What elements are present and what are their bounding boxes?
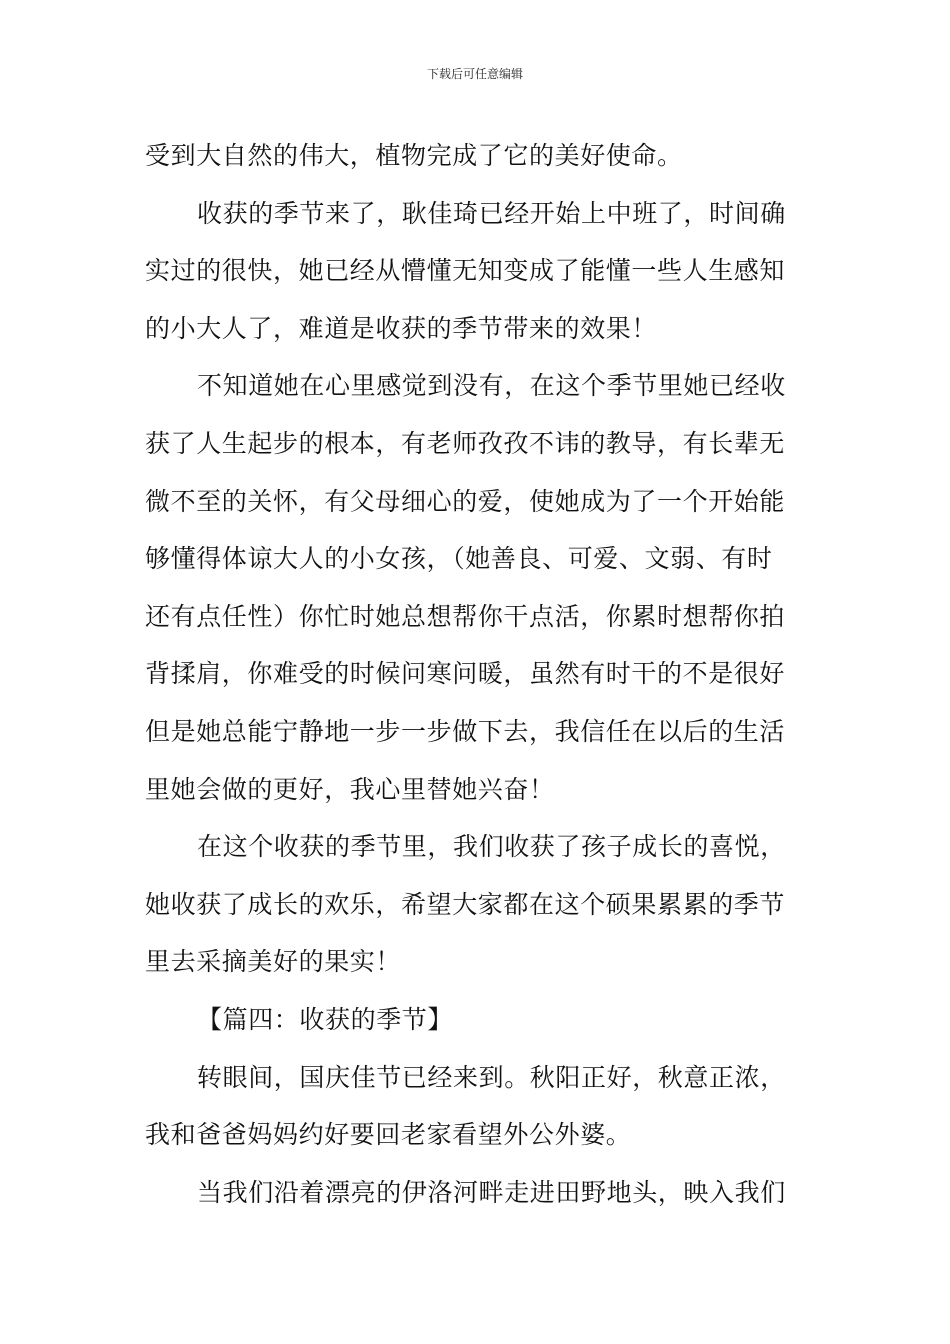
text-line: 获了人生起步的根本，有老师孜孜不讳的教导，有长辈无: [145, 428, 786, 458]
text-line: 我和爸爸妈妈约好要回老家看望外公外婆。: [145, 1120, 632, 1150]
paragraph-start-line: 在这个收获的季节里，我们收获了孩子成长的喜悦，: [197, 832, 786, 862]
text-line: 受到大自然的伟大，植物完成了它的美好使命。: [145, 141, 683, 170]
paragraph-start-line: 当我们沿着漂亮的伊洛河畔走进田野地头，映入我们: [197, 1177, 786, 1207]
paragraph-start-line: 收获的季节来了，耿佳琦已经开始上中班了，时间确: [197, 198, 786, 228]
text-line: 微不至的关怀，有父母细心的爱，使她成为了一个开始能: [145, 486, 786, 516]
page-header: 下载后可任意编辑: [426, 67, 523, 81]
text-line: 还有点任性）你忙时她总想帮你干点活，你累时想帮你拍: [145, 601, 786, 631]
text-line: 但是她总能宁静地一步一步做下去，我信任在以后的生活: [145, 716, 786, 746]
text-line: 背揉肩，你难受的时候问寒问暖，虽然有时干的不是很好: [145, 659, 786, 689]
text-line: 她收获了成长的欢乐，希望大家都在这个硕果累累的季节: [145, 889, 786, 919]
paragraph-start-line: 不知道她在心里感觉到没有，在这个季节里她已经收: [197, 371, 786, 401]
text-line: 够懂得体谅大人的小女孩，（她善良、可爱、文弱、有时: [145, 544, 773, 574]
text-line: 实过的很快，她已经从懵懂无知变成了能懂一些人生感知: [145, 256, 786, 286]
text-line: 里去采摘美好的果实！: [145, 947, 402, 977]
text-line: 的小大人了，难道是收获的季节带来的效果！: [145, 313, 658, 343]
document-body: [145, 127, 807, 1221]
text-line: 里她会做的更好，我心里替她兴奋！: [145, 774, 555, 804]
section-heading: 【篇四：收获的季节】: [197, 1004, 454, 1034]
paragraph-start-line: 转眼间，国庆佳节已经来到。秋阳正好，秋意正浓，: [197, 1062, 786, 1092]
